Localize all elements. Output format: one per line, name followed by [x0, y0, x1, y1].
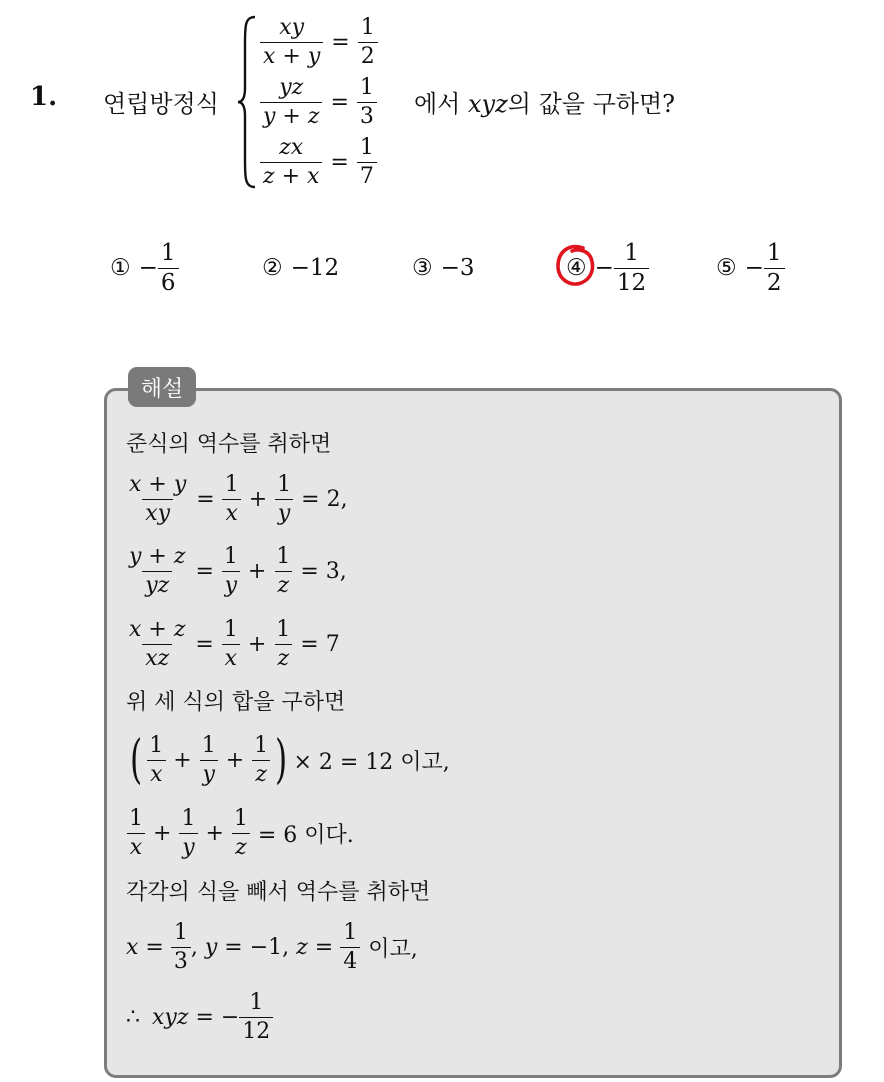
question-lead-text: 연립방정식 [103, 90, 219, 118]
solution-eq-3: $\frac{x + z}{xz}$ = $\frac{1}{x}$ + $\frac{1}{z}$ = 7 [129, 617, 340, 671]
eq2-lhs: $\frac{yz}{y + z}$ [260, 76, 322, 127]
choice-2[interactable]: ② −12 [262, 255, 340, 281]
choice-3[interactable]: ③ −3 [412, 255, 475, 281]
solution-eq-1: $\frac{x + y}{xy}$ = $\frac{1}{x}$ + $\frac{1}{y}$ = 2, [129, 472, 348, 526]
solution-half-eq: $\frac{1}{x}$ + $\frac{1}{y}$ + $\frac{1}{z}$ = 6 이다. [126, 800, 354, 866]
eq1-lhs: $\frac{xy}{x + y}$ [260, 16, 323, 67]
choice-4[interactable]: ④ − $\frac{1}{12}$ [566, 235, 649, 301]
eq1-rhs: $\frac{1}{2}$ [358, 16, 378, 67]
question-number: 1. [30, 82, 58, 112]
choice-1[interactable]: ① − $\frac{1}{6}$ [110, 235, 179, 301]
question-tail: 에서 xyz의 값을 구하면? [414, 90, 675, 118]
solution-line-2: 위 세 식의 합을 구하면 [126, 689, 346, 715]
eq3-lhs: $\frac{zx}{z + x}$ [260, 136, 322, 187]
equation-system [260, 12, 378, 192]
solution-tab-label: 해설 [128, 367, 196, 407]
eq2-rhs: $\frac{1}{3}$ [357, 76, 377, 127]
equation-2: $\frac{yz}{y + z}$ = $\frac{1}{3}$ [260, 72, 378, 132]
eq3-rhs: $\frac{1}{7}$ [357, 136, 377, 187]
solution-line-3: 각각의 식을 빼서 역수를 취하면 [126, 879, 431, 905]
choice-5[interactable]: ⑤ − $\frac{1}{2}$ [716, 235, 785, 301]
solution-eq-2: $\frac{y + z}{yz}$ = $\frac{1}{y}$ + $\frac{1}{z}$ = 3, [129, 544, 347, 598]
solution-sum-eq: ( $\frac{1}{x}$ + $\frac{1}{y}$ + $\frac{1}{z}$ ) × 2 = 12 이고, [130, 730, 450, 790]
solution-answer-eq: ∴ xyz = − $\frac{1}{12}$ [126, 984, 273, 1050]
solution-values-eq: x = $\frac{1}{3}$ , y = −1 , z = $\frac{1}{4}$ 이고, [126, 920, 418, 974]
equation-1: $\frac{xy}{x + y}$ = $\frac{1}{2}$ [260, 12, 378, 72]
equation-3: $\frac{zx}{z + x}$ = $\frac{1}{7}$ [260, 132, 378, 192]
solution-line-1: 준식의 역수를 취하면 [126, 431, 332, 457]
system-brace [236, 14, 258, 190]
selected-answer-circle-icon [553, 242, 599, 290]
